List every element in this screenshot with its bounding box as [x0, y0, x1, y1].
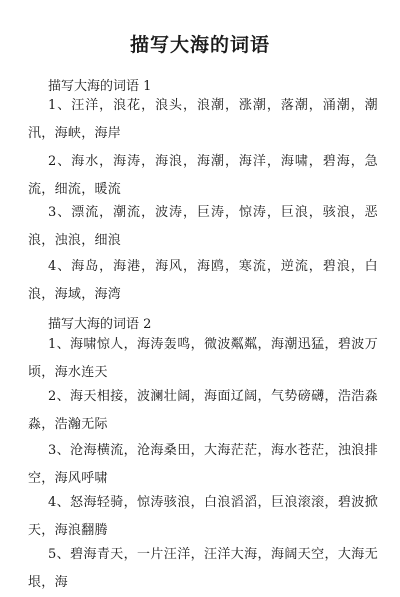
section-2-item-4: 4、怒海轻骑，惊涛骇浪，白浪滔滔，巨浪滚滚，碧波掀天，海浪翻腾 [28, 495, 378, 538]
section-1-item-2: 2、海水，海涛，海浪，海潮，海洋，海啸，碧海，急流，细流，暖流 [28, 154, 378, 197]
section-heading-1: 描写大海的词语 1 [48, 79, 152, 94]
section-2-item-1: 1、海啸惊人，海涛轰鸣，微波粼粼，海潮迅猛，碧波万顷，海水连天 [28, 337, 378, 380]
section-2-item-2: 2、海天相接，波澜壮阔，海面辽阔，气势磅礴，浩浩淼淼，浩瀚无际 [28, 389, 378, 432]
section-1-item-1: 1、汪洋，浪花，浪头，浪潮，涨潮，落潮，涌潮，潮汛，海峡，海岸 [28, 98, 378, 141]
section-1-item-3: 3、漂流，潮流，波涛，巨涛，惊涛，巨浪，骇浪，恶浪，浊浪，细浪 [28, 205, 378, 248]
document-title: 描写大海的词语 [129, 34, 270, 56]
section-1-item-4: 4、海岛，海港，海风，海鸥，寒流，逆流，碧浪，白浪，海域，海湾 [28, 259, 378, 302]
section-2-item-3: 3、沧海横流，沧海桑田，大海茫茫，海水苍茫，浊浪排空，海风呼啸 [28, 443, 378, 486]
section-2-item-5: 5、碧海青天，一片汪洋，汪洋大海，海阔天空，大海无垠，海 [28, 547, 378, 590]
section-heading-2: 描写大海的词语 2 [48, 317, 152, 332]
